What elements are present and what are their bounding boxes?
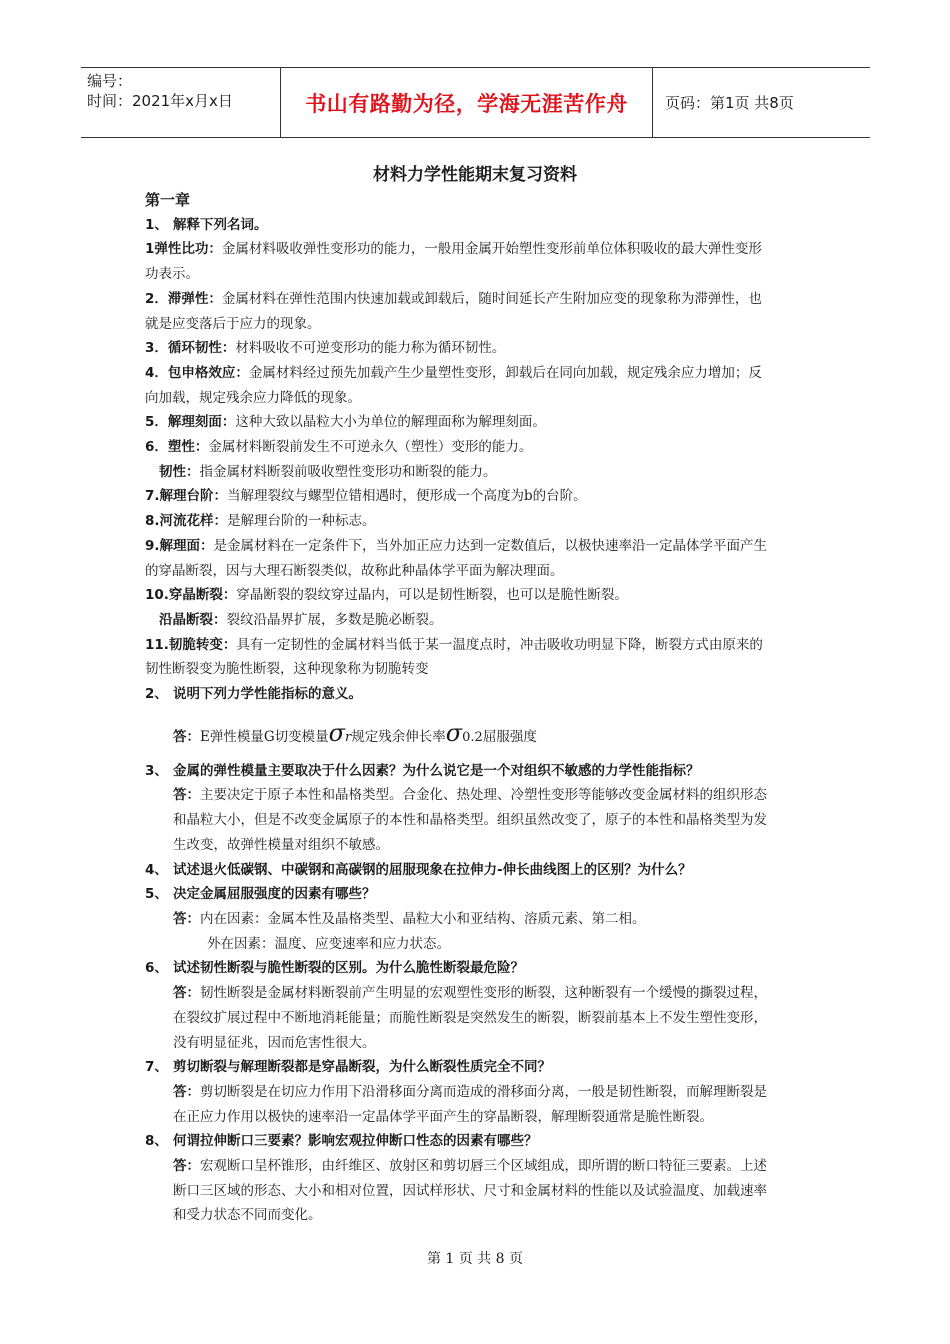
- term-definition: 这种大致以晶粒大小为单位的解理面称为解理刻面。: [235, 414, 546, 431]
- term-definition: 指金属材料断裂前吸收塑性变形功和断裂的能力。: [199, 463, 497, 480]
- answer-3-cont: 和晶粒大小，但是不改变金属原子的本性和晶格类型。组织虽然改变了，原子的本性和晶格类型为发: [173, 812, 767, 829]
- page-footer: 第 1 页 共 8 页: [426, 1251, 524, 1267]
- answer-3-cont: 生改变，故弹性模量对组织不敏感。: [173, 836, 389, 853]
- question-text: 说明下列力学性能指标的意义。: [173, 686, 362, 703]
- header-meta: [81, 68, 281, 137]
- term-definition: 穿晶断裂的裂纹穿过晶内，可以是韧性断裂，也可以是脆性断裂。: [236, 587, 628, 604]
- question-3: [145, 759, 810, 784]
- question-1: [145, 213, 810, 238]
- term-definition: 金属材料在弹性范围内快速加载或卸载后，随时间延长产生附加应变的现象称为滞弹性，也: [221, 290, 762, 307]
- term-definition: 金属材料吸收弹性变形功的能力，一般用金属开始塑性变形前单位体积吸收的最大弹性变形: [221, 241, 762, 258]
- question-number: 2、: [145, 686, 168, 703]
- question-4: [145, 858, 810, 883]
- question-number: 8、: [145, 1133, 168, 1150]
- answer-label: 答：: [173, 910, 200, 927]
- term-item: [145, 484, 810, 509]
- term-name: 3．循环韧性：: [145, 340, 236, 357]
- term-definition: 当解理裂纹与螺型位错相遇时，便形成一个高度为b的台阶。: [227, 488, 587, 505]
- term-name: 6．塑性：: [145, 439, 209, 456]
- answer-text: 规定残余伸长率: [351, 728, 446, 745]
- page-header: [81, 67, 870, 138]
- term-name: 2．滞弹性：: [145, 290, 222, 307]
- term-item: [145, 534, 810, 559]
- answer-7-cont: 在正应力作用以极快的速率沿一定晶体学平面产生的穿晶断裂，解理断裂通常是脆性断裂。: [173, 1108, 713, 1125]
- question-number: 4、: [145, 861, 168, 878]
- term-name: 9.解理面：: [145, 537, 214, 554]
- term-item: [145, 460, 810, 485]
- term-definition: 金属材料断裂前发生不可逆永久（塑性）变形的能力。: [208, 439, 533, 456]
- term-definition: 是金属材料在一定条件下，当外加正应力达到一定数值后，以极快速率沿一定晶体学平面产生: [213, 537, 768, 554]
- answer-6: [145, 981, 810, 1006]
- doc-number-label: 编号：: [87, 72, 133, 90]
- question-text: 试述退火低碳钢、中碳钢和高碳钢的屈服现象在拉伸力-伸长曲线图上的区别？为什么？: [173, 861, 692, 878]
- header-motto: 书山有路勤为径，学海无涯苦作舟: [281, 68, 653, 137]
- term-name: 10.穿晶断裂：: [145, 587, 237, 604]
- subscript-r: r: [345, 729, 352, 745]
- answer-label: 答：: [173, 985, 200, 1002]
- question-6: [145, 956, 810, 981]
- doc-date: 时间：2021年x月x日: [87, 92, 233, 110]
- question-text: 何谓拉伸断口三要素？影响宏观拉伸断口性态的因素有哪些？: [173, 1133, 538, 1150]
- answer-label: 答：: [173, 1158, 200, 1175]
- answer-3: [145, 783, 810, 808]
- term-definition-cont: 的穿晶断裂，因与大理石断裂类似，故称此种晶体学平面为解决理面。: [145, 562, 564, 579]
- document-title: 材料力学性能期末复习资料: [373, 165, 577, 185]
- answer-2: [145, 707, 810, 747]
- term-name: 4．包申格效应：: [145, 364, 249, 381]
- answer-8: [145, 1154, 810, 1179]
- question-number: 1、: [145, 216, 168, 233]
- term-definition-cont: 功表示。: [145, 266, 199, 283]
- term-item: [145, 287, 810, 312]
- term-definition: 材料吸收不可逆变形功的能力称为循环韧性。: [235, 340, 506, 357]
- question-number: 3、: [145, 762, 168, 779]
- term-item: [145, 509, 810, 534]
- term-definition-cont: 就是应变落后于应力的现象。: [145, 315, 321, 332]
- answer-6-cont: 在裂纹扩展过程中不断地消耗能量；而脆性断裂是突然发生的断裂，断裂前基本上不发生塑性变形，: [173, 1009, 767, 1026]
- question-text: 金属的弹性模量主要取决于什么因素？为什么说它是一个对组织不敏感的力学性能指标？: [173, 762, 700, 779]
- subscript-0-2: 0.2: [462, 729, 483, 745]
- answer-text: 内在因素：金属本性及晶格类型、晶粒大小和亚结构、溶质元素、第二相。: [200, 910, 646, 927]
- question-number: 5、: [145, 886, 168, 903]
- question-text: 解释下列名词。: [173, 216, 268, 233]
- question-number: 6、: [145, 960, 168, 977]
- term-item: [145, 410, 810, 435]
- term-name: 8.河流花样：: [145, 513, 228, 530]
- answer-text: 屈服强度: [482, 728, 537, 745]
- term-definition: 具有一定韧性的金属材料当低于某一温度点时，冲击吸收功明显下降，断裂方式由原来的: [236, 636, 763, 653]
- question-8: [145, 1129, 810, 1154]
- header-page-info: 页码：第1页 共8页: [665, 94, 794, 112]
- sigma-symbol: σ: [328, 718, 346, 747]
- term-definition: 金属材料经过预先加载产生少量塑性变形，卸载后在同向加载，规定残余应力增加；反: [248, 364, 762, 381]
- term-name: 11.韧脆转变：: [145, 636, 237, 653]
- answer-8-cont: 断口三区域的形态、大小和相对位置，因试样形状、尺寸和金属材料的性能以及试验温度、加载速率: [173, 1182, 767, 1199]
- term-item: [145, 361, 810, 386]
- term-definition-cont: 韧性断裂变为脆性断裂，这种现象称为韧脆转变: [145, 661, 429, 678]
- term-name: 沿晶断裂：: [159, 611, 227, 628]
- term-definition-cont: 向加载，规定残余应力降低的现象。: [145, 389, 361, 406]
- answer-6-cont: 没有明显征兆，因而危害性很大。: [173, 1034, 376, 1051]
- answer-text: E弹性模量G切变模量: [200, 728, 329, 745]
- answer-label: 答：: [173, 787, 200, 804]
- answer-5-cont: 外在因素：温度、应变速率和应力状态。: [207, 935, 450, 952]
- spacer: [145, 747, 810, 759]
- term-item: [145, 633, 810, 658]
- answer-8-cont: 和受力状态不同而变化。: [173, 1207, 322, 1224]
- term-item: [145, 583, 810, 608]
- term-item: [145, 435, 810, 460]
- question-7: [145, 1055, 810, 1080]
- term-name: 5．解理刻面：: [145, 414, 236, 431]
- sigma-symbol: σ: [445, 718, 463, 747]
- term-name: 韧性：: [159, 463, 200, 480]
- term-item: [145, 608, 810, 633]
- question-2: [145, 682, 810, 707]
- answer-text: 韧性断裂是金属材料断裂前产生明显的宏观塑性变形的断裂，这种断裂有一个缓慢的撕裂过程，: [200, 985, 767, 1002]
- question-text: 决定金属屈服强度的因素有哪些？: [173, 886, 376, 903]
- term-item: [145, 336, 810, 361]
- document-body: [145, 188, 810, 1228]
- answer-label: 答：: [173, 1083, 200, 1100]
- answer-text: 宏观断口呈杯锥形，由纤维区、放射区和剪切唇三个区域组成，即所谓的断口特征三要素。上述: [200, 1158, 767, 1175]
- question-text: 试述韧性断裂与脆性断裂的区别。为什么脆性断裂最危险？: [173, 960, 524, 977]
- term-definition: 是解理台阶的一种标志。: [227, 513, 376, 530]
- term-item: [145, 237, 810, 262]
- chapter-heading: 第一章: [145, 191, 191, 209]
- answer-5: [145, 907, 810, 932]
- term-name: 7.解理台阶：: [145, 488, 228, 505]
- answer-text: 剪切断裂是在切应力作用下沿滑移面分离而造成的滑移面分离，一般是韧性断裂，而解理断裂是: [200, 1083, 767, 1100]
- question-number: 7、: [145, 1059, 168, 1076]
- question-5: [145, 882, 810, 907]
- answer-7: [145, 1080, 810, 1105]
- term-definition: 裂纹沿晶界扩展，多数是脆必断裂。: [226, 611, 443, 628]
- answer-text: 主要决定于原子本性和晶格类型。合金化、热处理、冷塑性变形等能够改变金属材料的组织形态: [200, 787, 767, 804]
- answer-label: 答：: [173, 728, 200, 745]
- term-name: 1弹性比功：: [145, 241, 222, 258]
- question-text: 剪切断裂与解理断裂都是穿晶断裂，为什么断裂性质完全不同？: [173, 1059, 551, 1076]
